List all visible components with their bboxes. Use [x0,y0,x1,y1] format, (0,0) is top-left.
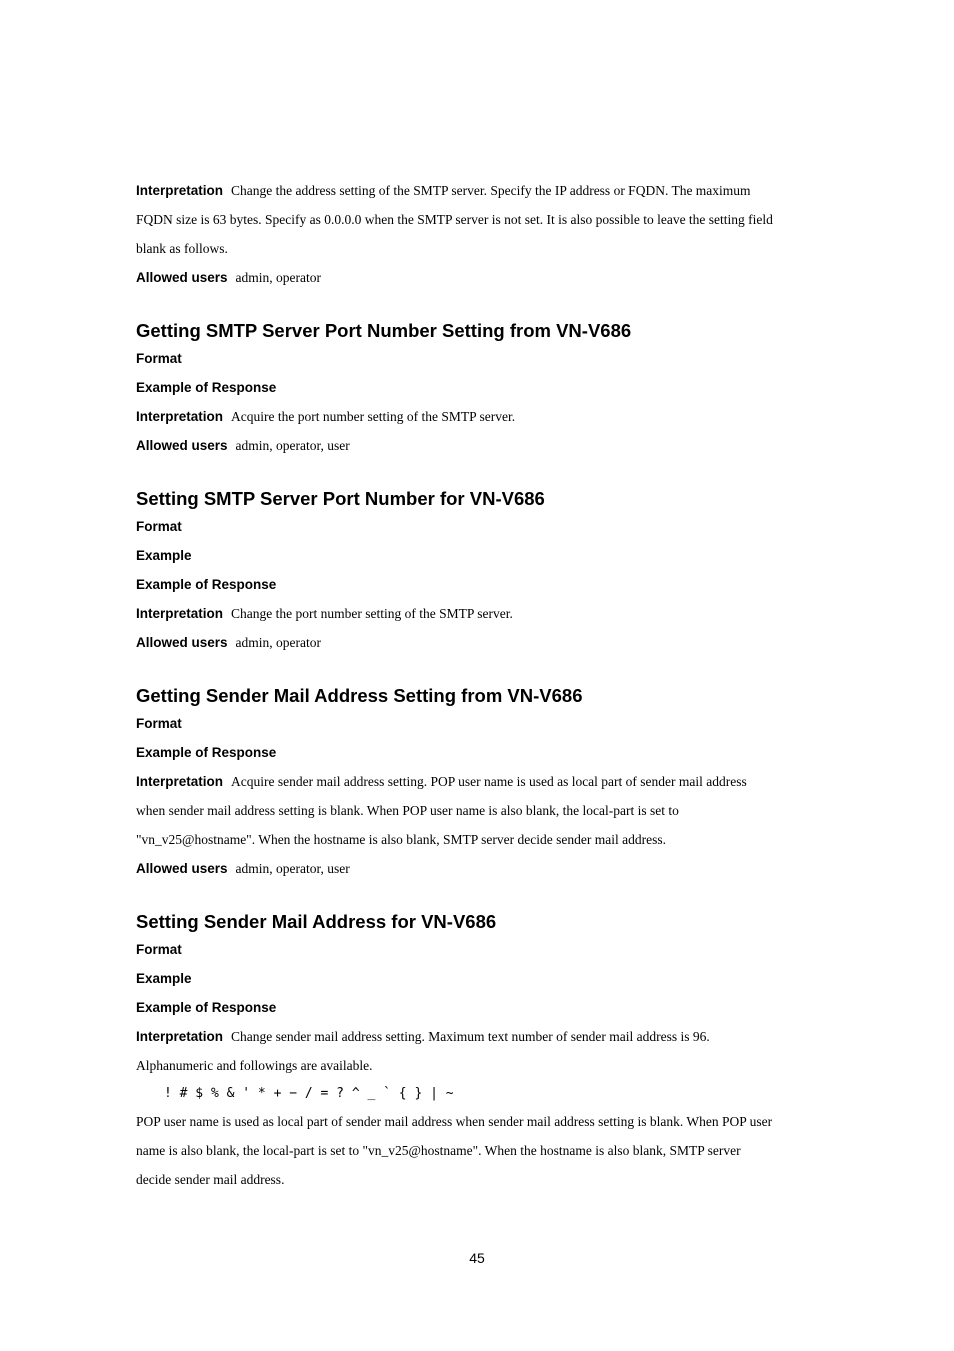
sec3-interpretation-line-2: when sender mail address setting is blank. When POP user name is also blank, the local-part is set to [136,803,679,818]
section-heading-get-smtp-port: Getting SMTP Server Port Number Setting from VN-V686 [136,320,632,341]
section-heading-get-sender-address: Getting Sender Mail Address Setting from VN-V686 [136,685,583,706]
sec4-note-line-1: POP user name is used as local part of sender mail address when sender mail address setting is blank. When POP user [136,1114,773,1129]
sec4-note-line-3: decide sender mail address. [136,1172,285,1187]
section-heading-set-smtp-port: Setting SMTP Server Port Number for VN-V686 [136,488,545,509]
format-label: Format [136,942,182,957]
sec2-allowed-users: Allowed users admin, operator [136,635,322,650]
section-heading-set-sender-address: Setting Sender Mail Address for VN-V686 [136,911,497,932]
intro-interpretation-line-1: Interpretation Change the address setting of the SMTP server. Specify the IP address or FQDN. The maximum [136,183,751,198]
allowed-users-label: Allowed users [136,270,228,285]
intro-allowed-users: Allowed users admin, operator [136,270,322,285]
example-label: Example [136,548,192,563]
allowed-characters: ! # $ % & ' * + − / = ? ^ _ ` { } | ~ [164,1086,454,1101]
example-response-label: Example of Response [136,745,277,760]
sec4-note-line-2: name is also blank, the local-part is set to "vn_v25@hostname". When the hostname is also blank, SMTP server [136,1143,741,1158]
sec1-allowed-users: Allowed users admin, operator, user [136,438,350,453]
interpretation-label: Interpretation [136,183,224,198]
sec3-allowed-users: Allowed users admin, operator, user [136,861,350,876]
sec1-interpretation: Interpretation Acquire the port number setting of the SMTP server. [136,409,516,424]
example-response-label: Example of Response [136,577,277,592]
format-label: Format [136,716,182,731]
sec3-interpretation-line-1: Interpretation Acquire sender mail address setting. POP user name is used as local part of sender mail address [136,774,747,789]
intro-interpretation-line-3: blank as follows. [136,241,228,256]
example-response-label: Example of Response [136,380,277,395]
format-label: Format [136,351,182,366]
example-label: Example [136,971,192,986]
sec4-interpretation-line-1: Interpretation Change sender mail address setting. Maximum text number of sender mail address is 96. [136,1029,710,1044]
intro-interpretation-line-2: FQDN size is 63 bytes. Specify as 0.0.0.0 when the SMTP server is not set. It is also possible to leave the setting field [136,212,773,227]
sec4-interpretation-line-2: Alphanumeric and followings are available. [136,1058,373,1073]
document-page [136,176,826,1194]
format-label: Format [136,519,182,534]
sec2-interpretation: Interpretation Change the port number setting of the SMTP server. [136,606,513,621]
example-response-label: Example of Response [136,1000,277,1015]
sec3-interpretation-line-3: "vn_v25@hostname". When the hostname is also blank, SMTP server decide sender mail address. [136,832,666,847]
page-number: 45 [469,1250,485,1266]
